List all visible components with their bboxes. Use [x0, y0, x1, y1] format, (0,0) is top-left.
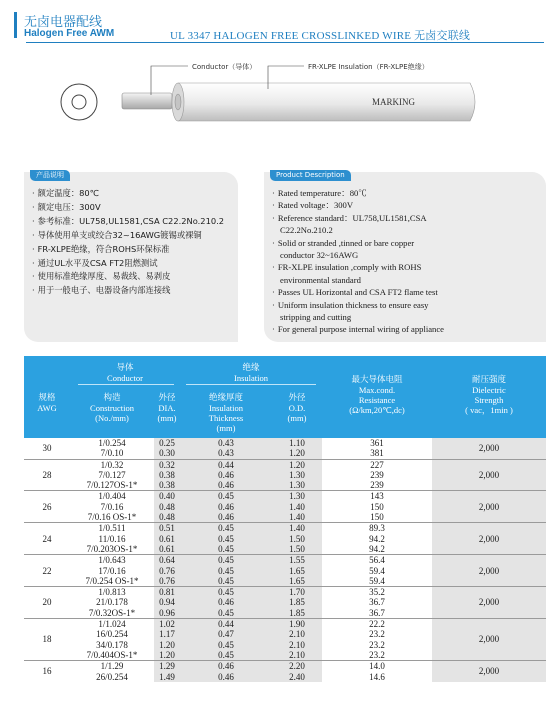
strength-cell: 2,000 [432, 619, 546, 661]
thickness-cell: 0.45 [180, 566, 272, 576]
header-construction-unit: (No./mm) [95, 413, 129, 423]
header-thickness-unit: (mm) [216, 423, 236, 433]
header-strength-cn: 耐压强度 [471, 375, 506, 385]
od-cell: 1.40 [272, 502, 322, 512]
insulation-label: FR-XLPE Insulation（FR-XLPE绝缘） [308, 63, 429, 71]
dia-cell: 0.76 [154, 576, 180, 587]
awg-cell: 28 [24, 459, 70, 491]
resistance-cell: 239 [370, 469, 384, 480]
thickness-cell: 0.45 [180, 491, 272, 502]
header-od-en: O.D. [288, 403, 306, 413]
resistance-cell: 89.3 [322, 523, 432, 534]
description-item-en-line: Reference standard：UL758,UL1581,CSA [277, 212, 427, 223]
description-list-cn [32, 187, 232, 298]
table-row [24, 438, 546, 448]
strength-cell: 2,000 [432, 661, 546, 682]
strength-cell: 2,000 [432, 491, 546, 523]
resistance-cell: 94.2 [369, 543, 385, 554]
header-strength-en1: Dielectric [472, 385, 506, 395]
thickness-cell: 0.46 [180, 661, 272, 672]
dia-cell: 0.94 [154, 597, 180, 607]
description-item-en-line: For general purpose internal wiring of appliance [277, 324, 444, 335]
dia-cell: 0.61 [154, 544, 180, 555]
construction-cell: 1/0.254 [98, 438, 126, 448]
resistance-cell: 23.2 [369, 629, 385, 640]
description-item-cn: · 使用标准绝缘厚度、易裁线、易剥皮 [32, 270, 232, 284]
thickness-cell: 0.43 [180, 448, 272, 459]
spec-table-header [24, 356, 546, 438]
construction-cell: 7/0.10 [100, 448, 124, 459]
dia-cell: 0.64 [154, 555, 180, 566]
od-cell: 1.30 [272, 470, 322, 480]
header-strength-unit: ( vac，1min ) [465, 405, 513, 415]
description-tag-cn: 产品说明 [30, 170, 70, 181]
description-item-en [272, 261, 540, 286]
construction-cell: 21/0.178 [96, 597, 128, 608]
header-thickness-en1: Insulation [209, 403, 243, 413]
description-panel-en [264, 172, 546, 342]
table-row [24, 587, 546, 598]
construction-cell: 1/0.404 [70, 491, 154, 502]
resistance-cell: 381 [370, 448, 384, 459]
cable-diagram [0, 45, 558, 165]
dia-cell: 0.25 [154, 438, 180, 448]
table-row [24, 523, 546, 534]
construction-cell: 7/0.16 OS-1* [87, 512, 137, 523]
header-resistance-en2: Resistance [358, 395, 396, 405]
thickness-cell: 0.47 [180, 629, 272, 639]
od-cell: 2.10 [272, 640, 322, 650]
header-resistance-unit: (Ω/km,20℃,dc) [349, 405, 405, 415]
thickness-cell: 0.43 [180, 438, 272, 448]
cable-side-view [122, 83, 475, 121]
construction-cell: 1/0.813 [70, 587, 154, 598]
od-cell: 2.20 [272, 661, 322, 672]
dia-cell: 0.76 [154, 566, 180, 576]
od-cell: 2.40 [272, 672, 322, 682]
header-construction-cn: 构造 [103, 393, 121, 403]
header-construction-en: Construction [90, 403, 134, 413]
header-conductor-cn: 导体 [116, 363, 134, 373]
description-item-en-line: Rated temperature：80℃ [277, 188, 367, 198]
awg-cell: 24 [24, 523, 70, 555]
resistance-cell: 94.2 [369, 533, 385, 544]
od-cell: 2.10 [272, 650, 322, 661]
strength-cell: 2,000 [432, 459, 546, 491]
od-cell: 1.85 [272, 597, 322, 607]
thickness-cell: 0.45 [180, 523, 272, 534]
resistance-cell: 150 [370, 512, 384, 523]
od-cell: 1.90 [272, 619, 322, 630]
construction-cell: 17/0.16 [98, 565, 126, 576]
construction-cell: 7/0.203OS-1* [86, 543, 138, 554]
od-cell: 1.55 [272, 555, 322, 566]
description-item-en [272, 187, 540, 199]
table-row [24, 459, 546, 470]
description-item-en [272, 299, 540, 324]
header-conductor-rule [78, 384, 174, 385]
description-item-en-line: conductor 32~16AWG [280, 250, 359, 261]
header-insulation-rule [186, 384, 316, 385]
od-cell: 1.85 [272, 608, 322, 619]
header-od-cn: 外径 [288, 393, 306, 403]
description-item-en [272, 237, 540, 262]
description-tag-en: Product Description [270, 170, 351, 181]
description-list-en [272, 187, 540, 336]
resistance-cell: 143 [322, 491, 432, 502]
od-cell: 1.40 [272, 512, 322, 523]
resistance-cell: 36.7 [369, 597, 385, 608]
dia-cell: 0.30 [154, 448, 180, 459]
resistance-cell: 227 [322, 459, 432, 470]
header-dia-unit: (mm) [157, 413, 177, 423]
strength-cell: 2,000 [432, 523, 546, 555]
table-row [24, 555, 546, 566]
header-thickness-en2: Thickness [208, 413, 244, 423]
od-cell: 1.20 [272, 448, 322, 459]
dia-cell: 1.20 [154, 640, 180, 650]
dia-cell: 1.49 [154, 672, 180, 682]
description-panel-cn [24, 172, 238, 342]
awg-cell: 16 [24, 661, 70, 682]
thickness-cell: 0.46 [180, 597, 272, 607]
construction-cell: 1/1.29 [70, 661, 154, 672]
od-cell: 1.50 [272, 544, 322, 555]
description-item-cn: · 参考标准：UL758,UL1581,CSA C22.2No.210.2 [32, 215, 232, 229]
resistance-cell: 56.4 [322, 555, 432, 566]
description-item-en [272, 286, 540, 298]
description-item-en [272, 199, 540, 211]
thickness-cell: 0.45 [180, 576, 272, 587]
header-accent-bar [14, 12, 17, 38]
thickness-cell: 0.45 [180, 608, 272, 619]
resistance-cell: 239 [370, 480, 384, 491]
od-cell: 1.30 [272, 491, 322, 502]
header-conductor-en: Conductor [107, 373, 143, 383]
thickness-cell: 0.45 [180, 534, 272, 544]
dia-cell: 0.96 [154, 608, 180, 619]
description-item-cn: · 导体使用单支或绞合32~16AWG镀锡或裸铜 [32, 229, 232, 243]
awg-cell: 20 [24, 587, 70, 619]
header-dia-cn: 外径 [158, 393, 176, 403]
header-awg-cn: 规格 [38, 393, 56, 403]
resistance-cell: 59.4 [369, 565, 385, 576]
description-item-cn: · 额定电压：300V [32, 201, 232, 215]
construction-cell: 1/0.511 [70, 523, 154, 534]
construction-cell: 7/0.404OS-1* [86, 649, 138, 660]
thickness-cell: 0.46 [180, 502, 272, 512]
conductor-label: Conductor（导体） [192, 63, 257, 71]
header-thickness-cn: 绝缘厚度 [208, 393, 243, 403]
od-cell: 1.70 [272, 587, 322, 598]
strength-cell: 2,000 [432, 555, 546, 587]
awg-cell: 18 [24, 619, 70, 661]
resistance-cell: 22.2 [322, 619, 432, 630]
strength-cell: 2,000 [432, 438, 546, 459]
od-cell: 1.30 [272, 480, 322, 491]
construction-cell: 1/0.32 [70, 459, 154, 470]
product-title: UL 3347 HALOGEN FREE CROSSLINKED WIRE 无卤交联线 [170, 30, 471, 42]
header-resistance-en1: Max.cond. [358, 385, 396, 395]
construction-cell: 34/0.178 [96, 639, 128, 650]
resistance-cell: 59.4 [369, 575, 385, 586]
od-cell: 1.10 [272, 438, 322, 448]
description-item-en-line: Passes UL Horizontal and CSA FT2 flame test [277, 287, 438, 298]
resistance-cell: 35.2 [322, 587, 432, 598]
thickness-cell: 0.44 [180, 619, 272, 630]
thickness-cell: 0.45 [180, 555, 272, 566]
resistance-cell: 14.0 [322, 661, 432, 672]
header-resistance-cn: 最大导体电阻 [351, 375, 403, 385]
construction-cell: 1/0.643 [70, 555, 154, 566]
description-item-en [272, 212, 540, 237]
dia-cell: 1.17 [154, 629, 180, 639]
resistance-cell: 23.2 [369, 639, 385, 650]
dia-cell: 0.61 [154, 534, 180, 544]
dia-cell: 0.48 [154, 512, 180, 523]
construction-cell: 7/0.127OS-1* [86, 480, 138, 491]
description-item-en-line: C22.2No.210.2 [280, 225, 333, 236]
resistance-cell: 23.2 [369, 649, 385, 660]
dia-cell: 0.38 [154, 480, 180, 491]
thickness-cell: 0.45 [180, 587, 272, 598]
description-item-en-line: Uniform insulation thickness to ensure easy [277, 299, 429, 310]
thickness-cell: 0.45 [180, 650, 272, 661]
header-insulation-cn: 绝缘 [242, 363, 260, 373]
description-item-en-line: Rated voltage：300V [277, 200, 354, 211]
description-item-en-line: Solid or stranded ,tinned or bare copper [277, 237, 415, 248]
dia-cell: 1.20 [154, 650, 180, 661]
thickness-cell: 0.45 [180, 544, 272, 555]
description-item-en-line: FR-XLPE insulation ,comply with ROHS [277, 262, 422, 273]
description-item-cn: · 额定温度：80℃ [32, 187, 232, 201]
spec-table [24, 438, 546, 682]
construction-cell: 16/0.254 [96, 629, 128, 640]
awg-cell: 30 [42, 443, 52, 454]
dia-cell: 0.48 [154, 502, 180, 512]
description-item-cn: · 通过UL水平及CSA FT2阻燃测试 [32, 257, 232, 271]
construction-cell: 26/0.254 [96, 671, 128, 682]
awg-cell: 22 [24, 555, 70, 587]
construction-cell: 11/0.16 [98, 533, 126, 544]
dia-cell: 1.02 [154, 619, 180, 630]
thickness-cell: 0.45 [180, 640, 272, 650]
header-od-unit: (mm) [287, 413, 307, 423]
od-cell: 1.65 [272, 566, 322, 576]
od-cell: 2.10 [272, 629, 322, 639]
thickness-cell: 0.46 [180, 512, 272, 523]
header-awg-en: AWG [37, 403, 57, 413]
description-item-cn: · 用于一般电子、电器设备内部连接线 [32, 284, 232, 298]
table-row [24, 619, 546, 630]
construction-cell: 7/0.127 [98, 469, 126, 480]
dia-cell: 0.51 [154, 523, 180, 534]
resistance-cell: 150 [370, 501, 384, 512]
resistance-cell: 14.6 [369, 671, 385, 682]
awg-cell: 26 [24, 491, 70, 523]
description-item-en-line: stripping and cutting [280, 312, 352, 323]
description-item-en-line: environmental standard [280, 274, 361, 285]
dia-cell: 0.81 [154, 587, 180, 598]
construction-cell: 7/0.32OS-1* [88, 607, 136, 618]
header-rule [26, 42, 544, 43]
dia-cell: 1.29 [154, 661, 180, 672]
description-item-en [272, 323, 540, 335]
od-cell: 1.65 [272, 576, 322, 587]
dia-cell: 0.40 [154, 491, 180, 502]
od-cell: 1.20 [272, 459, 322, 470]
dia-cell: 0.32 [154, 459, 180, 470]
strength-cell: 2,000 [432, 587, 546, 619]
thickness-cell: 0.46 [180, 470, 272, 480]
dia-cell: 0.38 [154, 470, 180, 480]
thickness-cell: 0.44 [180, 459, 272, 470]
thickness-cell: 0.46 [180, 672, 272, 682]
thickness-cell: 0.46 [180, 480, 272, 491]
resistance-cell: 36.7 [369, 607, 385, 618]
header-dia-en: DIA. [158, 403, 176, 413]
construction-cell: 7/0.16 [100, 501, 124, 512]
cable-cross-section [61, 84, 97, 120]
resistance-cell: 361 [370, 438, 384, 448]
header-insulation-en: Insulation [234, 373, 268, 383]
construction-cell: 1/1.024 [70, 619, 154, 630]
category-title-cn: 无卤电器配线 [24, 15, 103, 30]
description-item-cn: · FR-XLPE绝缘，符合ROHS环保标准 [32, 243, 232, 257]
table-row [24, 661, 546, 672]
construction-cell: 7/0.254 OS-1* [85, 575, 139, 586]
od-cell: 1.40 [272, 523, 322, 534]
marking-text: MARKING [372, 97, 416, 107]
category-title-en: Halogen Free AWM [24, 28, 115, 39]
table-row [24, 491, 546, 502]
header-strength-en2: Strength [474, 395, 504, 405]
od-cell: 1.50 [272, 534, 322, 544]
